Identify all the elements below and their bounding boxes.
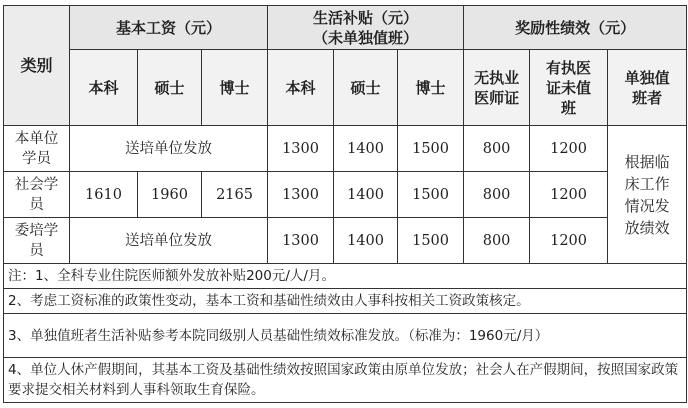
note-row (4, 264, 687, 289)
row-label: 社会学员 (4, 172, 70, 218)
sub-bachelor: 本科 (70, 50, 138, 126)
allowance-master: 1400 (334, 218, 398, 264)
row-label: 本单位学员 (4, 126, 70, 172)
category-header: 类别 (4, 6, 70, 126)
allowance-doctor: 1500 (398, 218, 464, 264)
sub-doctor-2: 博士 (398, 50, 464, 126)
allowance-master: 1400 (334, 126, 398, 172)
living-allowance-header (268, 6, 464, 50)
living-allowance-header-line1: 生活补贴（元） (313, 8, 419, 27)
table-row (4, 172, 687, 218)
bonus-no-license: 800 (464, 218, 530, 264)
allowance-master: 1400 (334, 172, 398, 218)
allowance-bachelor: 1300 (268, 126, 334, 172)
living-allowance-header-line2: （未单独值班） (313, 28, 419, 47)
table-row (4, 126, 687, 172)
sub-doctor: 博士 (202, 50, 268, 126)
sub-no-license: 无执业医师证 (464, 50, 530, 126)
sub-licensed-no-duty: 有执医证未值班 (530, 50, 608, 126)
separate-duty-text: 根据临床工作情况发放绩效 (608, 126, 687, 264)
note-1: 注：1、全科专业住院医师额外发放补贴200元/人/月。 (4, 264, 687, 289)
table-row (4, 218, 687, 264)
base-salary-master: 1960 (138, 172, 202, 218)
bonus-header: 奖励性绩效（元） (464, 6, 687, 50)
allowance-bachelor: 1300 (268, 172, 334, 218)
base-salary-header: 基本工资（元） (70, 6, 268, 50)
bonus-no-license: 800 (464, 172, 530, 218)
note-2: 2、考虑工资标准的政策性变动，基本工资和基础性绩效由人事科按相关工资政策核定。 (4, 289, 687, 314)
header-row-1 (4, 6, 687, 50)
salary-table-container (3, 5, 686, 403)
bonus-licensed-no-duty: 1200 (530, 218, 608, 264)
bonus-no-license: 800 (464, 126, 530, 172)
allowance-doctor: 1500 (398, 172, 464, 218)
salary-table (3, 5, 687, 403)
note-3: 3、单独值班者生活补贴参考本院同级别人员基础性绩效标准发放。（标准为：1960元/月） (4, 314, 687, 358)
note-4: 4、单位人休产假期间，其基本工资及基础性绩效按照国家政策由原单位发放；社会人在产假期间，按照国家政策要求提交相关材料到人事科领取生育保险。 (4, 358, 687, 403)
sub-master-2: 硕士 (334, 50, 398, 126)
base-salary-bachelor: 1610 (70, 172, 138, 218)
allowance-bachelor: 1300 (268, 218, 334, 264)
bonus-licensed-no-duty: 1200 (530, 126, 608, 172)
header-row-2 (4, 50, 687, 126)
sub-separate-duty: 单独值班者 (608, 50, 687, 126)
note-row (4, 289, 687, 314)
bonus-licensed-no-duty: 1200 (530, 172, 608, 218)
base-salary-text: 送培单位发放 (70, 126, 268, 172)
sub-bachelor-2: 本科 (268, 50, 334, 126)
sub-master: 硕士 (138, 50, 202, 126)
base-salary-text: 送培单位发放 (70, 218, 268, 264)
row-label: 委培学员 (4, 218, 70, 264)
note-row (4, 358, 687, 403)
allowance-doctor: 1500 (398, 126, 464, 172)
base-salary-doctor: 2165 (202, 172, 268, 218)
note-row (4, 314, 687, 358)
